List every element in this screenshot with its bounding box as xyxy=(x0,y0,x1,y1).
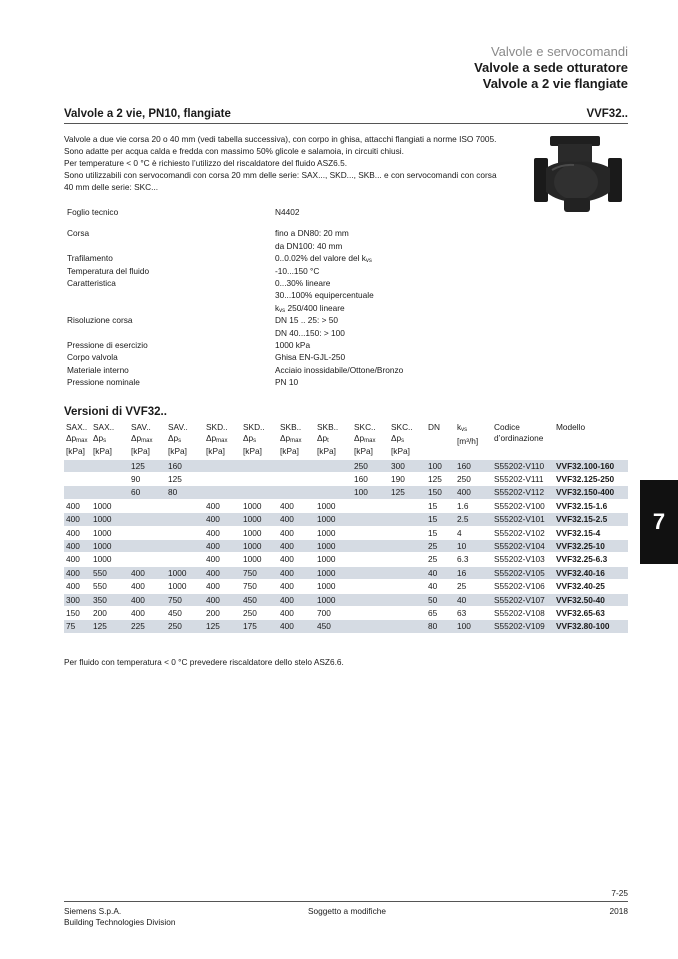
table-cell xyxy=(166,553,204,566)
table-cell xyxy=(389,539,426,552)
table-cell: 40 xyxy=(455,593,492,606)
col-header: SAX.. $\Delta p_{max}$ [kPa] xyxy=(66,422,88,456)
table-cell xyxy=(278,486,315,499)
table-cell xyxy=(352,593,389,606)
model-cell: VVF32.25-10 xyxy=(554,539,628,552)
table-cell: 1000 xyxy=(315,580,352,593)
table-cell: 400 xyxy=(64,566,91,579)
table-cell xyxy=(166,526,204,539)
table-cell xyxy=(352,539,389,552)
section-title: Valvole a 2 vie, PN10, flangiate xyxy=(64,108,231,120)
table-cell xyxy=(129,539,166,552)
model-cell: VVF32.80-100 xyxy=(554,620,628,633)
versions-title: Versioni di VVF32.. xyxy=(64,406,167,418)
spec-value: DN 40...150: > 100 xyxy=(275,327,345,338)
table-cell xyxy=(64,486,91,499)
model-cell: VVF32.150-400 xyxy=(554,486,628,499)
spec-value: 30...100% equipercentuale xyxy=(275,290,374,301)
table-cell: 1000 xyxy=(315,539,352,552)
table-cell: 10 xyxy=(455,539,492,552)
table-cell: 400 xyxy=(455,486,492,499)
table-cell xyxy=(389,606,426,619)
section-code: VVF32.. xyxy=(586,108,628,120)
description-paragraph: Valvole a due vie corsa 20 o 40 mm (vedi tabella successiva), con corpo in ghisa, attacchi flangiati a norme ISO 7005. Sono adatte per acqua calda e fredda con massimo 50% glicole e salamoia, in circuiti chiusi. xyxy=(64,134,497,156)
spec-label: Foglio tecnico xyxy=(67,207,119,217)
table-cell xyxy=(241,459,278,472)
spec-label: Temperatura del fluido xyxy=(67,265,150,276)
table-cell: 1000 xyxy=(91,553,129,566)
spec-value: 0..0.02% del valore del $k_{vs}$ xyxy=(275,253,372,265)
col-header: SKC.. $\Delta p_s$ [kPa] xyxy=(391,422,413,456)
table-cell: 550 xyxy=(91,566,129,579)
spec-value: $k_{vs}$ 250/400 lineare xyxy=(275,302,345,314)
table-cell: 125 xyxy=(426,472,455,485)
table-cell: 400 xyxy=(278,526,315,539)
table-row xyxy=(64,593,628,606)
model-cell: VVF32.15-4 xyxy=(554,526,628,539)
table-cell xyxy=(352,620,389,633)
table-cell: 250 xyxy=(241,606,278,619)
description-paragraph: Per temperature < 0 °C è richiesto l’utilizzo del riscaldatore del fluido ASZ6.5. xyxy=(64,158,348,168)
order-code-cell: S55202-V106 xyxy=(492,580,554,593)
table-cell: 1000 xyxy=(91,513,129,526)
col-header: SAV.. $\Delta p_s$ [kPa] xyxy=(168,422,188,456)
model-cell: VVF32.50-40 xyxy=(554,593,628,606)
table-cell xyxy=(352,499,389,512)
table-cell xyxy=(278,472,315,485)
order-code-cell: S55202-V105 xyxy=(492,566,554,579)
table-cell: 1.6 xyxy=(455,499,492,512)
table-cell xyxy=(315,472,352,485)
spec-label: Caratteristica xyxy=(67,277,116,288)
table-cell xyxy=(64,459,91,472)
table-cell: 125 xyxy=(129,459,166,472)
table-cell: 200 xyxy=(91,606,129,619)
table-cell: 400 xyxy=(64,553,91,566)
table-cell: 1000 xyxy=(315,566,352,579)
order-code-cell: S55202-V107 xyxy=(492,593,554,606)
table-cell xyxy=(352,513,389,526)
table-cell: 160 xyxy=(166,459,204,472)
order-code-cell: S55202-V102 xyxy=(492,526,554,539)
chapter-tab: 7 xyxy=(640,480,678,564)
spec-label: Materiale interno xyxy=(67,364,129,375)
table-row xyxy=(64,620,628,633)
table-cell: 1000 xyxy=(91,539,129,552)
spec-value: 1000 kPa xyxy=(275,339,311,350)
table-cell: 1000 xyxy=(315,593,352,606)
table-cell: 750 xyxy=(241,566,278,579)
header-subcategory: Valvole a sede otturatore xyxy=(474,60,628,75)
table-cell: 90 xyxy=(129,472,166,485)
table-cell: 2.5 xyxy=(455,513,492,526)
table-cell: 400 xyxy=(204,553,241,566)
col-header: $k_{vs}$ [m³/h] xyxy=(457,422,479,446)
spec-value: 0...30% lineare xyxy=(275,277,331,288)
table-row xyxy=(64,499,628,512)
col-header: SKB.. $\Delta p_t$ [kPa] xyxy=(317,422,339,456)
table-cell: 450 xyxy=(241,593,278,606)
table-cell: 300 xyxy=(389,459,426,472)
spec-label: Trafilamento xyxy=(67,253,113,264)
model-cell: VVF32.65-63 xyxy=(554,606,628,619)
table-cell xyxy=(389,620,426,633)
table-row xyxy=(64,553,628,566)
order-code-cell: S55202-V101 xyxy=(492,513,554,526)
table-cell xyxy=(241,472,278,485)
table-cell: 160 xyxy=(455,459,492,472)
table-cell: 400 xyxy=(278,620,315,633)
table-row xyxy=(64,580,628,593)
table-cell: 100 xyxy=(426,459,455,472)
table-cell: 25 xyxy=(426,539,455,552)
table-cell: 15 xyxy=(426,513,455,526)
table-cell xyxy=(389,499,426,512)
table-cell: 16 xyxy=(455,566,492,579)
table-cell: 750 xyxy=(166,593,204,606)
table-cell: 400 xyxy=(204,593,241,606)
page-header xyxy=(474,44,628,92)
table-cell xyxy=(352,606,389,619)
table-row xyxy=(64,606,628,619)
table-cell: 125 xyxy=(204,620,241,633)
table-cell: 400 xyxy=(129,593,166,606)
table-cell xyxy=(389,593,426,606)
table-cell: 350 xyxy=(91,593,129,606)
table-cell: 400 xyxy=(129,580,166,593)
col-header: SKD.. $\Delta p_s$ [kPa] xyxy=(243,422,265,456)
col-header: SKC.. $\Delta p_{max}$ [kPa] xyxy=(354,422,376,456)
table-cell: 1000 xyxy=(91,499,129,512)
table-cell: 4 xyxy=(455,526,492,539)
spec-label: Corpo valvola xyxy=(67,352,118,363)
order-code-cell: S55202-V108 xyxy=(492,606,554,619)
table-cell: 400 xyxy=(64,499,91,512)
table-cell: 250 xyxy=(455,472,492,485)
model-cell: VVF32.40-25 xyxy=(554,580,628,593)
table-cell xyxy=(389,553,426,566)
model-cell: VVF32.100-160 xyxy=(554,459,628,472)
spec-value: fino a DN80: 20 mm xyxy=(275,228,349,239)
col-header: Modello xyxy=(556,422,586,432)
table-cell: 15 xyxy=(426,526,455,539)
table-cell xyxy=(389,566,426,579)
spec-value: -10...150 °C xyxy=(275,265,320,276)
table-cell xyxy=(166,499,204,512)
table-cell: 125 xyxy=(166,472,204,485)
table-cell: 1000 xyxy=(315,499,352,512)
table-cell: 550 xyxy=(91,580,129,593)
col-header: SAV.. $\Delta p_{max}$ [kPa] xyxy=(131,422,153,456)
model-cell: VVF32.25-6.3 xyxy=(554,553,628,566)
table-cell: 750 xyxy=(241,580,278,593)
table-cell: 125 xyxy=(389,486,426,499)
table-cell xyxy=(204,486,241,499)
table-cell: 175 xyxy=(241,620,278,633)
table-row xyxy=(64,459,628,472)
table-cell: 63 xyxy=(455,606,492,619)
table-cell: 25 xyxy=(455,580,492,593)
table-cell: 80 xyxy=(426,620,455,633)
spec-label: Pressione di esercizio xyxy=(67,339,148,350)
section-divider xyxy=(64,123,628,124)
table-cell: 75 xyxy=(64,620,91,633)
table-cell: 250 xyxy=(166,620,204,633)
table-row xyxy=(64,472,628,485)
table-cell xyxy=(389,580,426,593)
footer-company-name: Siemens S.p.A. xyxy=(64,906,122,916)
model-cell: VVF32.15-1.6 xyxy=(554,499,628,512)
table-cell: 25 xyxy=(426,553,455,566)
table-cell xyxy=(204,459,241,472)
table-cell: 1000 xyxy=(241,539,278,552)
table-cell: 1000 xyxy=(241,526,278,539)
table-cell xyxy=(241,486,278,499)
table-cell: 40 xyxy=(426,566,455,579)
table-cell xyxy=(352,580,389,593)
order-code-cell: S55202-V103 xyxy=(492,553,554,566)
table-cell xyxy=(129,513,166,526)
table-cell: 190 xyxy=(389,472,426,485)
table-cell: 400 xyxy=(278,566,315,579)
table-cell: 60 xyxy=(129,486,166,499)
table-cell: 100 xyxy=(455,620,492,633)
footer-divider xyxy=(64,901,628,902)
table-cell xyxy=(166,513,204,526)
footer-company xyxy=(64,906,175,928)
table-cell: 150 xyxy=(426,486,455,499)
table-row xyxy=(64,513,628,526)
model-cell: VVF32.125-250 xyxy=(554,472,628,485)
table-cell xyxy=(389,513,426,526)
table-cell: 400 xyxy=(64,513,91,526)
table-cell: 50 xyxy=(426,593,455,606)
col-header: SAX.. $\Delta p_s$ [kPa] xyxy=(93,422,115,456)
spec-label: Corsa xyxy=(67,228,90,239)
table-cell: 225 xyxy=(129,620,166,633)
table-cell: 250 xyxy=(352,459,389,472)
versions-table xyxy=(64,422,628,633)
table-cell: 1000 xyxy=(315,513,352,526)
table-cell xyxy=(129,526,166,539)
spec-value: da DN100: 40 mm xyxy=(275,240,343,251)
table-cell xyxy=(352,526,389,539)
model-cell: VVF32.40-16 xyxy=(554,566,628,579)
table-cell: 400 xyxy=(278,606,315,619)
table-cell: 400 xyxy=(278,553,315,566)
table-cell xyxy=(315,486,352,499)
table-cell: 80 xyxy=(166,486,204,499)
description-paragraph: Sono utilizzabili con servocomandi con corsa 20 mm delle serie: SAX..., SKD..., SKB... e con servocomandi con corsa 40 mm delle serie: SKC... xyxy=(64,170,497,192)
table-cell xyxy=(315,459,352,472)
table-cell: 400 xyxy=(204,499,241,512)
table-cell: 400 xyxy=(278,539,315,552)
table-cell: 400 xyxy=(64,580,91,593)
table-cell xyxy=(166,539,204,552)
order-code-cell: S55202-V110 xyxy=(492,459,554,472)
table-cell xyxy=(91,472,129,485)
table-cell xyxy=(129,553,166,566)
table-cell xyxy=(91,486,129,499)
col-header: DN xyxy=(428,422,440,432)
table-cell xyxy=(278,459,315,472)
table-row xyxy=(64,566,628,579)
order-code-cell: S55202-V111 xyxy=(492,472,554,485)
spec-label: Pressione nominale xyxy=(67,377,140,388)
table-cell: 1000 xyxy=(241,553,278,566)
table-cell: 400 xyxy=(204,526,241,539)
table-cell: 400 xyxy=(129,566,166,579)
table-cell: 400 xyxy=(204,566,241,579)
table-cell: 450 xyxy=(166,606,204,619)
table-cell: 1000 xyxy=(166,566,204,579)
table-cell xyxy=(389,526,426,539)
footer-year: 2018 xyxy=(609,906,628,916)
table-cell: 65 xyxy=(426,606,455,619)
table-cell: 15 xyxy=(426,499,455,512)
table-cell xyxy=(352,566,389,579)
footer-center: Soggetto a modifiche xyxy=(308,906,386,916)
order-code-cell: S55202-V104 xyxy=(492,539,554,552)
table-cell: 1000 xyxy=(241,499,278,512)
description xyxy=(64,133,504,193)
table-cell: 100 xyxy=(352,486,389,499)
table-cell: 1000 xyxy=(241,513,278,526)
spec-value: PN 10 xyxy=(275,377,299,388)
table-cell: 400 xyxy=(204,539,241,552)
table-cell: 200 xyxy=(204,606,241,619)
spec-value: Acciaio inossidabile/Ottone/Bronzo xyxy=(275,364,404,375)
versions-note: Per fluido con temperatura < 0 °C prevedere riscaldatore dello stelo ASZ6.6. xyxy=(64,657,344,667)
table-row xyxy=(64,486,628,499)
valve-image xyxy=(528,132,628,220)
table-cell: 150 xyxy=(64,606,91,619)
table-cell: 400 xyxy=(129,606,166,619)
table-cell xyxy=(129,499,166,512)
col-header: Codice d’ordinazione xyxy=(494,422,544,443)
table-row xyxy=(64,539,628,552)
table-row xyxy=(64,526,628,539)
table-cell: 400 xyxy=(64,526,91,539)
table-cell: 1000 xyxy=(166,580,204,593)
table-cell: 40 xyxy=(426,580,455,593)
header-type: Valvole a 2 vie flangiate xyxy=(482,76,628,91)
header-category: Valvole e servocomandi xyxy=(490,44,628,59)
table-cell: 400 xyxy=(278,513,315,526)
table-cell: 300 xyxy=(64,593,91,606)
table-cell xyxy=(91,459,129,472)
table-cell: 1000 xyxy=(315,553,352,566)
spec-label: Risoluzione corsa xyxy=(67,315,133,326)
spec-value: Ghisa EN-GJL-250 xyxy=(275,352,346,363)
table-cell: 400 xyxy=(204,513,241,526)
table-cell: 700 xyxy=(315,606,352,619)
page-number: 7-25 xyxy=(611,888,628,898)
col-header: SKB.. $\Delta p_{max}$ [kPa] xyxy=(280,422,302,456)
table-cell: 450 xyxy=(315,620,352,633)
table-cell: 1000 xyxy=(91,526,129,539)
order-code-cell: S55202-V100 xyxy=(492,499,554,512)
spec-value: N4402 xyxy=(275,207,300,217)
order-code-cell: S55202-V112 xyxy=(492,486,554,499)
table-cell: 400 xyxy=(204,580,241,593)
table-cell: 400 xyxy=(278,580,315,593)
table-cell: 400 xyxy=(278,593,315,606)
model-cell: VVF32.15-2.5 xyxy=(554,513,628,526)
order-code-cell: S55202-V109 xyxy=(492,620,554,633)
table-cell: 6.3 xyxy=(455,553,492,566)
table-cell xyxy=(204,472,241,485)
table-cell: 400 xyxy=(278,499,315,512)
table-cell xyxy=(352,553,389,566)
table-cell: 400 xyxy=(64,539,91,552)
table-cell: 1000 xyxy=(315,526,352,539)
spec-value: DN 15 .. 25: > 50 xyxy=(275,315,338,326)
table-cell xyxy=(64,472,91,485)
table-cell: 125 xyxy=(91,620,129,633)
table-cell: 160 xyxy=(352,472,389,485)
footer-division: Building Technologies Division xyxy=(64,917,176,927)
col-header: SKD.. $\Delta p_{max}$ [kPa] xyxy=(206,422,228,456)
